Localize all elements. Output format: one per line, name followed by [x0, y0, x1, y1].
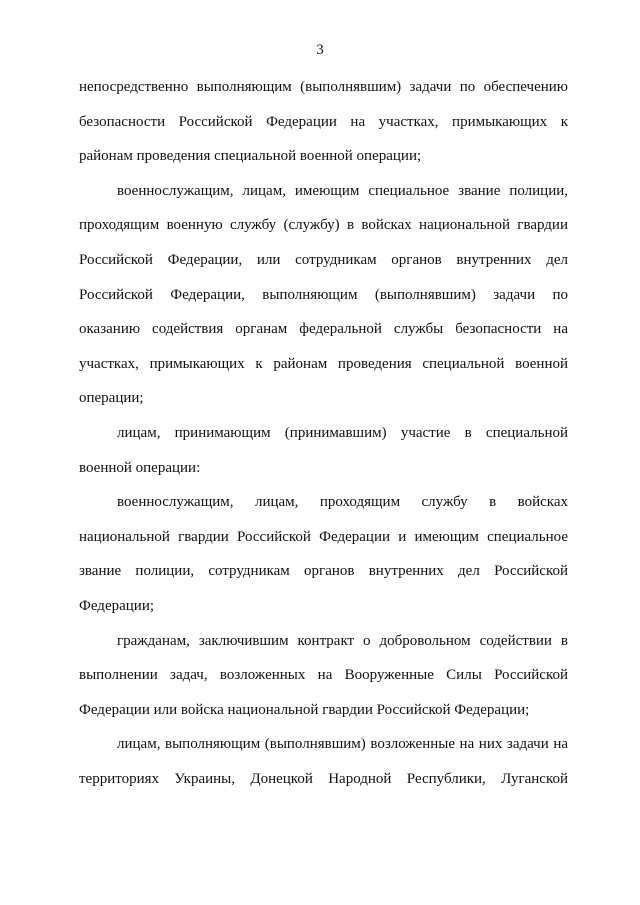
- text-line: Федерации или войска национальной гвардии Российской Федерации;: [79, 701, 530, 718]
- page-number: 3: [316, 42, 324, 58]
- text-line: операции;: [79, 390, 144, 407]
- paragraph: [79, 174, 568, 416]
- text-line: проходящим военную службу (службу) в войсках национальной гвардии: [79, 217, 568, 234]
- text-line: участках, примыкающих к районам проведения специальной военной: [79, 355, 568, 372]
- text-line: выполнении задач, возложенных на Вооруженные Силы Российской: [79, 667, 568, 684]
- text-line: лицам, принимающим (принимавшим) участие в специальной: [117, 424, 568, 441]
- text-line: военнослужащим, лицам, имеющим специальное звание полиции,: [117, 182, 568, 199]
- text-line: национальной гвардии Российской Федерации и имеющим специальное: [79, 528, 568, 545]
- paragraph: [79, 70, 568, 174]
- text-line: гражданам, заключившим контракт о добровольном содействии в: [117, 632, 568, 649]
- text-line: военной операции:: [79, 459, 201, 476]
- paragraph: [79, 624, 568, 728]
- text-line: районам проведения специальной военной операции;: [79, 148, 422, 165]
- text-line: территориях Украины, Донецкой Народной Республики, Луганской: [79, 770, 568, 787]
- paragraph: [79, 416, 568, 485]
- text-line: Российской Федерации, или сотрудникам органов внутренних дел: [79, 251, 568, 268]
- text-line: Российской Федерации, выполняющим (выполнявшим) задачи по: [79, 286, 568, 303]
- text-line: оказанию содействия органам федеральной службы безопасности на: [79, 321, 568, 338]
- text-line: военнослужащим, лицам, проходящим службу в войсках: [117, 494, 568, 511]
- text-line: лицам, выполняющим (выполнявшим) возложенные на них задачи на: [117, 736, 568, 753]
- paragraph: [79, 485, 568, 623]
- text-line: безопасности Российской Федерации на участках, примыкающих к: [79, 113, 568, 130]
- document-body: [79, 70, 568, 796]
- text-line: звание полиции, сотрудникам органов внутренних дел Российской: [79, 563, 568, 580]
- paragraph: [79, 727, 568, 796]
- text-line: Федерации;: [79, 597, 155, 614]
- text-line: непосредственно выполняющим (выполнявшим) задачи по обеспечению: [79, 79, 568, 95]
